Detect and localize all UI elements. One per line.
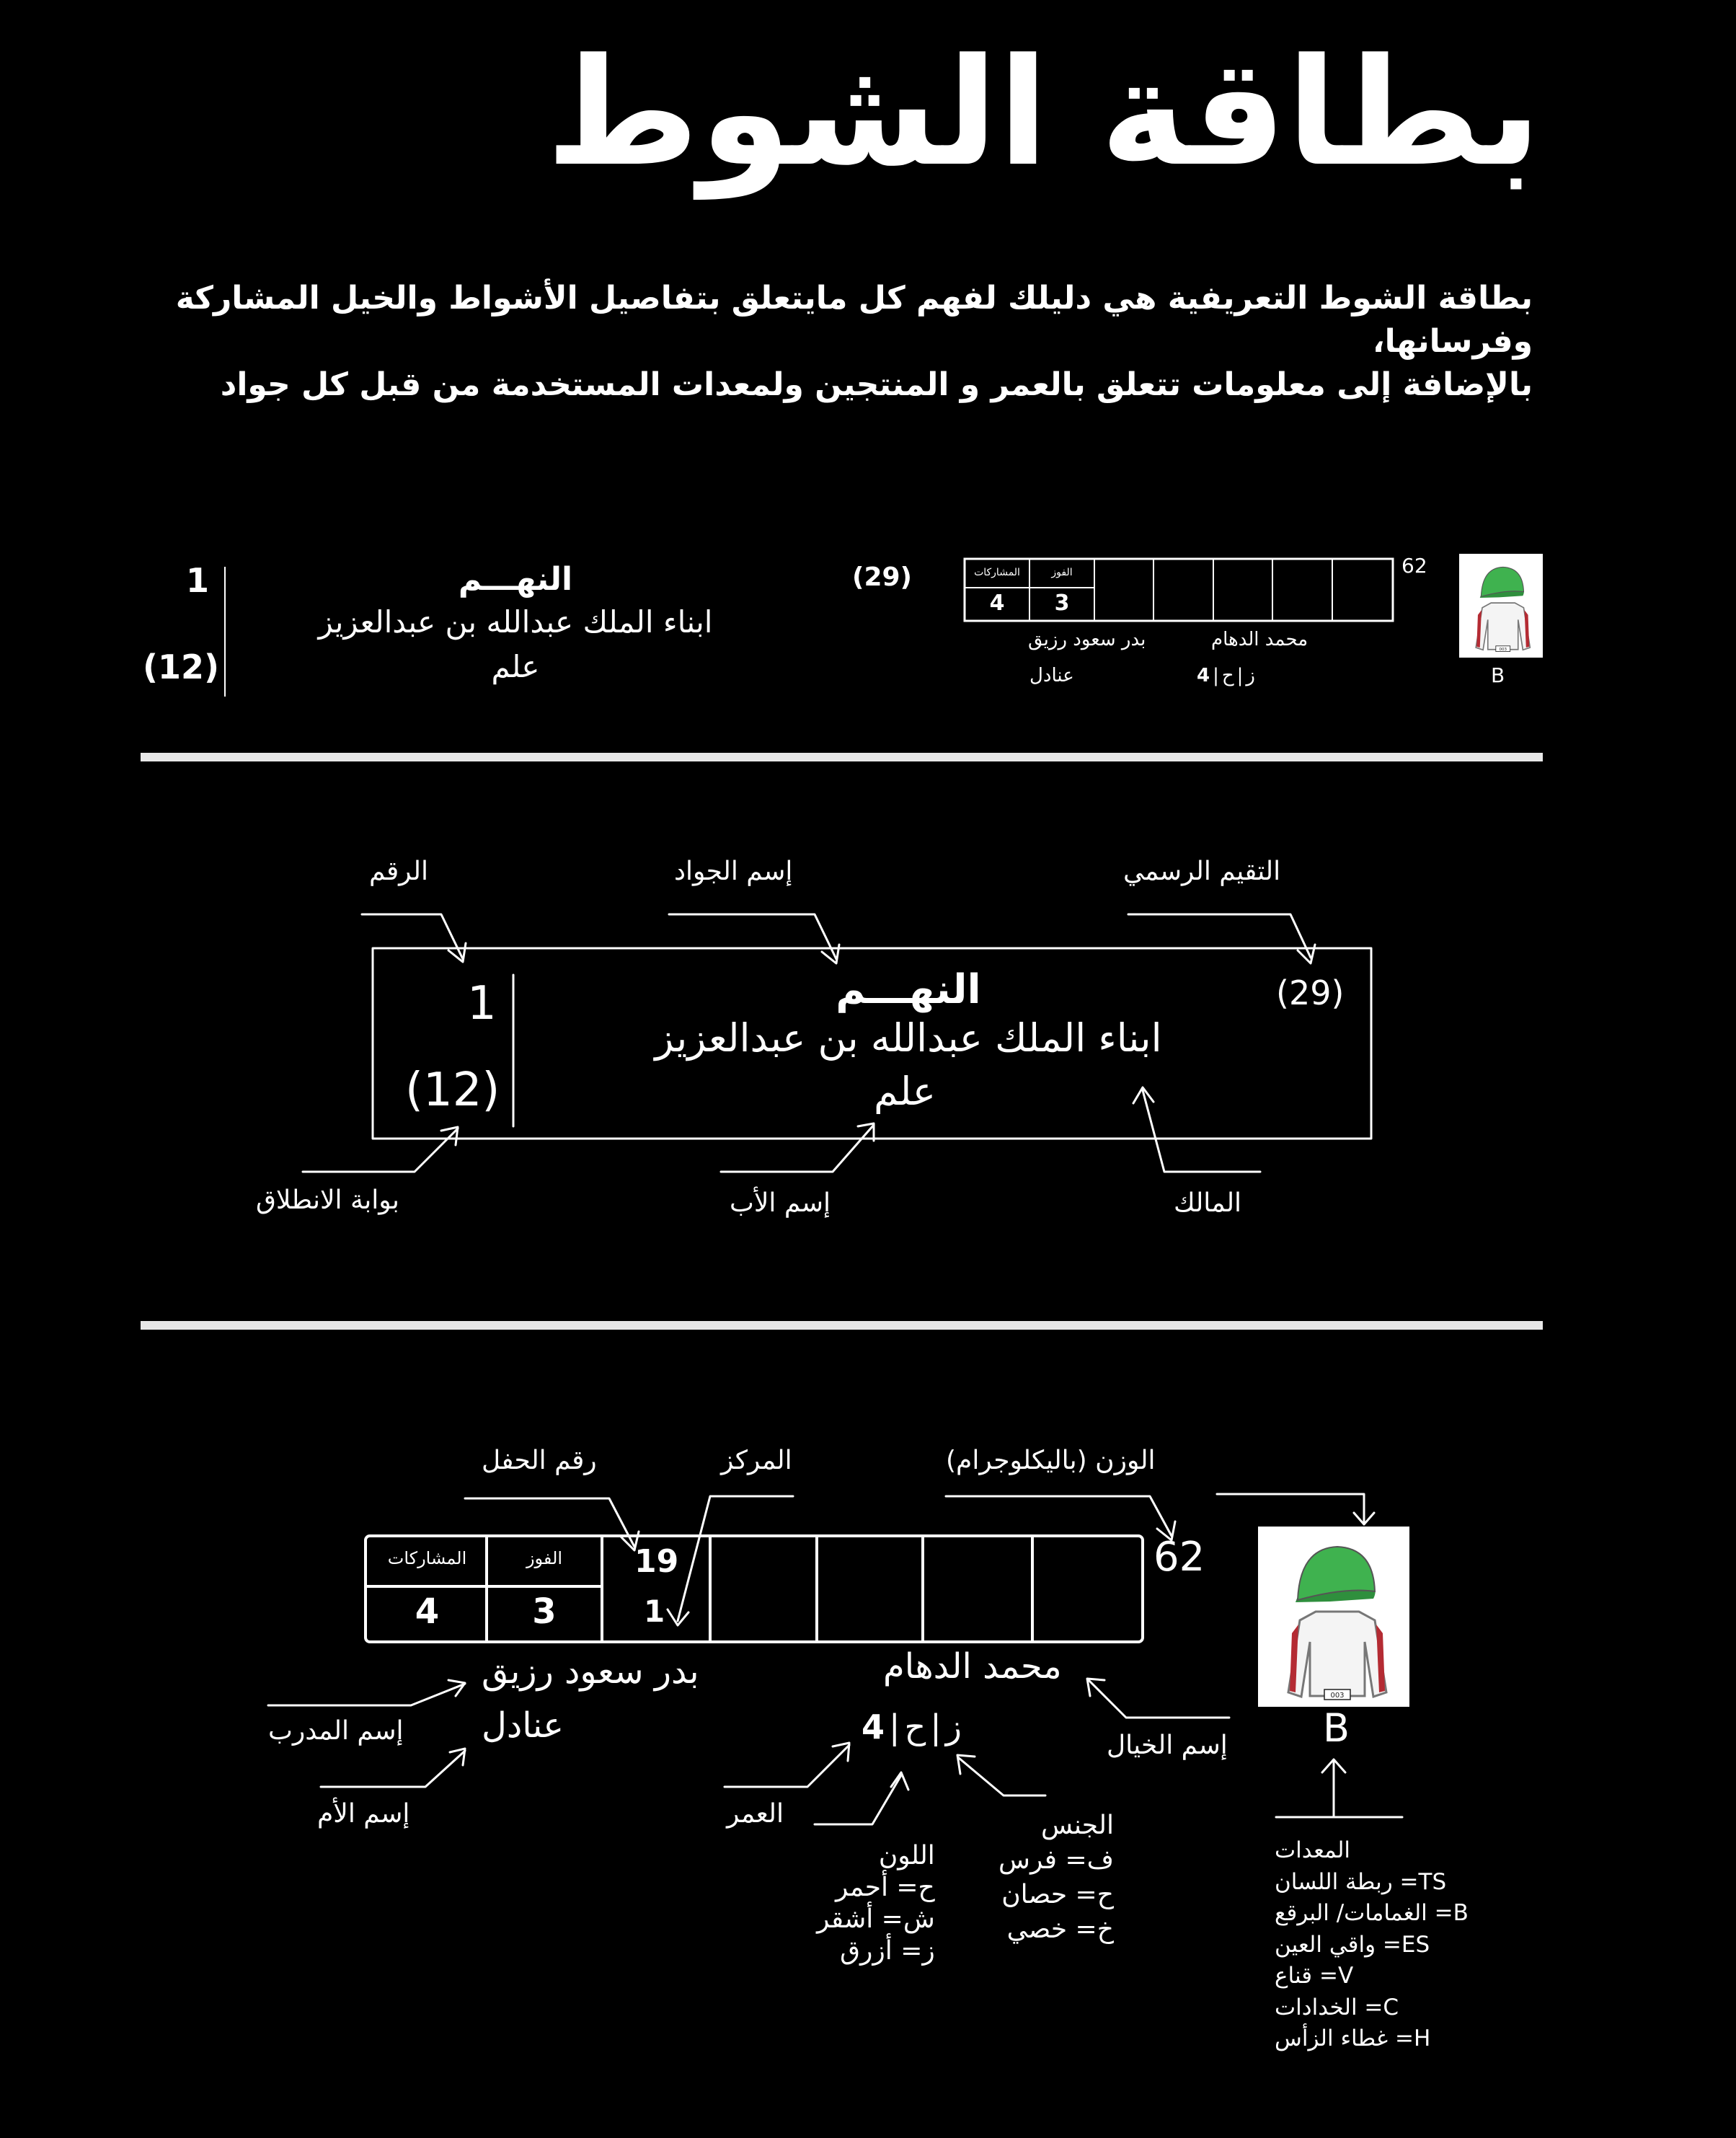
legend-equipment xyxy=(1275,1835,1469,2055)
color: ز xyxy=(945,1708,962,1746)
intro-line-1: بطاقة الشوط التعريفية هي دليلك لفهم كل مايتعلق بتفاصيل الأشواط والخيل المشاركة وفرسانها، xyxy=(175,280,1533,360)
card-owner: ابناء الملك عبدالله بن عبدالعزيز xyxy=(318,604,713,640)
label-age: العمر xyxy=(727,1799,784,1829)
legend-color-item: ز= أزرق xyxy=(840,1936,935,1966)
mini-silks-number: 003 xyxy=(1499,647,1507,652)
mini-jockey: محمد الدهام xyxy=(1211,629,1308,650)
legend-equipment-heading: المعدات xyxy=(1275,1837,1351,1863)
legend-equipment-item: TS= ربطة اللسان xyxy=(1275,1868,1447,1895)
mini-trainer: بدر سعود رزيق xyxy=(1028,629,1146,650)
position: 1 xyxy=(644,1594,665,1629)
wins-header: الفوز xyxy=(526,1548,563,1568)
diagram-owner: ابناء الملك عبدالله بن عبدالعزيز xyxy=(655,1015,1162,1061)
diagram-rating: (29) xyxy=(1276,973,1345,1012)
weight: 62 xyxy=(1153,1534,1205,1581)
legend-color-item: ش= أشقر xyxy=(817,1904,935,1934)
intro-text xyxy=(55,277,1533,407)
silks-drawing xyxy=(1476,567,1530,651)
legend-color-heading: اللون xyxy=(878,1841,935,1870)
page-title: بطاقة الشوط xyxy=(546,27,1541,199)
label-sire: إسم الأب xyxy=(730,1188,831,1218)
card-number: 1 xyxy=(186,561,210,600)
card-divider xyxy=(224,567,226,697)
card-gate: (12) xyxy=(143,648,220,686)
legend-sex-item: ف= فرس xyxy=(998,1845,1114,1875)
runs-header: المشاركات xyxy=(387,1548,467,1568)
legend-sex-heading: الجنس xyxy=(1040,1811,1114,1840)
legend-sex-item: خ= خصي xyxy=(1006,1914,1114,1944)
mini-wins-value: 3 xyxy=(1054,591,1070,616)
legend-equipment-item: V= قناع xyxy=(1275,1963,1354,1989)
wins-value: 3 xyxy=(532,1591,557,1632)
mini-silks-image xyxy=(1459,554,1543,658)
mini-runs-header: المشاركات xyxy=(974,567,1020,578)
legend-sex xyxy=(998,1808,1114,1947)
sex: ح xyxy=(904,1708,926,1746)
age: 4 xyxy=(862,1708,885,1746)
label-jockey: إسم الخيال xyxy=(1107,1731,1228,1760)
divider-rule-1 xyxy=(141,753,1543,761)
legend-sex-item: ح= حصان xyxy=(1001,1880,1114,1909)
label-trainer: إسم المدرب xyxy=(268,1716,404,1746)
label-rating: التقيم الرسمي xyxy=(1123,857,1281,886)
mini-age-sex-color: 4 | ز|ح xyxy=(1197,665,1255,686)
label-owner: المالك xyxy=(1174,1188,1242,1218)
silks-drawing xyxy=(1288,1547,1386,1700)
equipment: B xyxy=(1323,1705,1350,1751)
mini-wins-header: الفوز xyxy=(1051,567,1073,578)
diagram-number: 1 xyxy=(467,977,497,1030)
mini-age: 4 xyxy=(1197,665,1210,686)
legend-equipment-item: H= غطاء الزأس xyxy=(1275,2026,1431,2051)
age-sex-color: 4 | ز|ح xyxy=(862,1708,962,1746)
label-dam: إسم الأم xyxy=(317,1799,410,1829)
mini-runs-value: 4 xyxy=(989,591,1005,616)
mini-sex: ح xyxy=(1221,665,1234,686)
legend-color xyxy=(817,1840,935,1967)
card-sire: علم xyxy=(491,649,540,684)
diagram-gate: (12) xyxy=(405,1064,500,1117)
silks-icon xyxy=(1459,554,1543,658)
dam: عنادل xyxy=(482,1705,564,1746)
runs-value: 4 xyxy=(415,1591,440,1632)
mini-weight: 62 xyxy=(1401,554,1427,578)
silks-image xyxy=(1258,1527,1409,1707)
label-horse-name: إسم الجواد xyxy=(674,857,793,886)
legend-equipment-item: ES= واقي العين xyxy=(1275,1931,1430,1958)
mini-dam: عنادل xyxy=(1029,665,1074,686)
divider-rule-2 xyxy=(141,1321,1543,1330)
silks-icon xyxy=(1258,1527,1409,1707)
field-number: 19 xyxy=(634,1543,679,1580)
diagram-sire: علم xyxy=(873,1069,936,1114)
legend-equipment-item: C= الخدادات xyxy=(1275,1994,1399,2020)
legend-equipment-item: B= الغمامات/ البرقع xyxy=(1275,1900,1469,1926)
label-field-number: رقم الحفل xyxy=(482,1446,597,1475)
jockey: محمد الدهام xyxy=(883,1646,1062,1687)
label-weight: الوزن (باليكلوجرام) xyxy=(946,1446,1156,1475)
mini-equipment: B xyxy=(1491,663,1505,687)
label-position: المركز xyxy=(721,1446,792,1475)
diagram-horse-name: النهـــم xyxy=(836,966,981,1013)
label-gate: بوابة الانطلاق xyxy=(256,1185,399,1215)
intro-line-2: بالإضافة إلى معلومات تتعلق بالعمر و المنتجين ولمعدات المستخدمة من قبل كل جواد xyxy=(220,366,1533,403)
card-rating: (29) xyxy=(852,562,913,592)
silks-number: 003 xyxy=(1330,1692,1345,1700)
mini-color: ز xyxy=(1246,665,1255,686)
label-number: الرقم xyxy=(369,857,429,886)
legend-color-item: ح= أحمر xyxy=(836,1873,935,1902)
card-horse-name: النهـــم xyxy=(458,561,573,598)
trainer: بدر سعود رزيق xyxy=(482,1651,699,1692)
